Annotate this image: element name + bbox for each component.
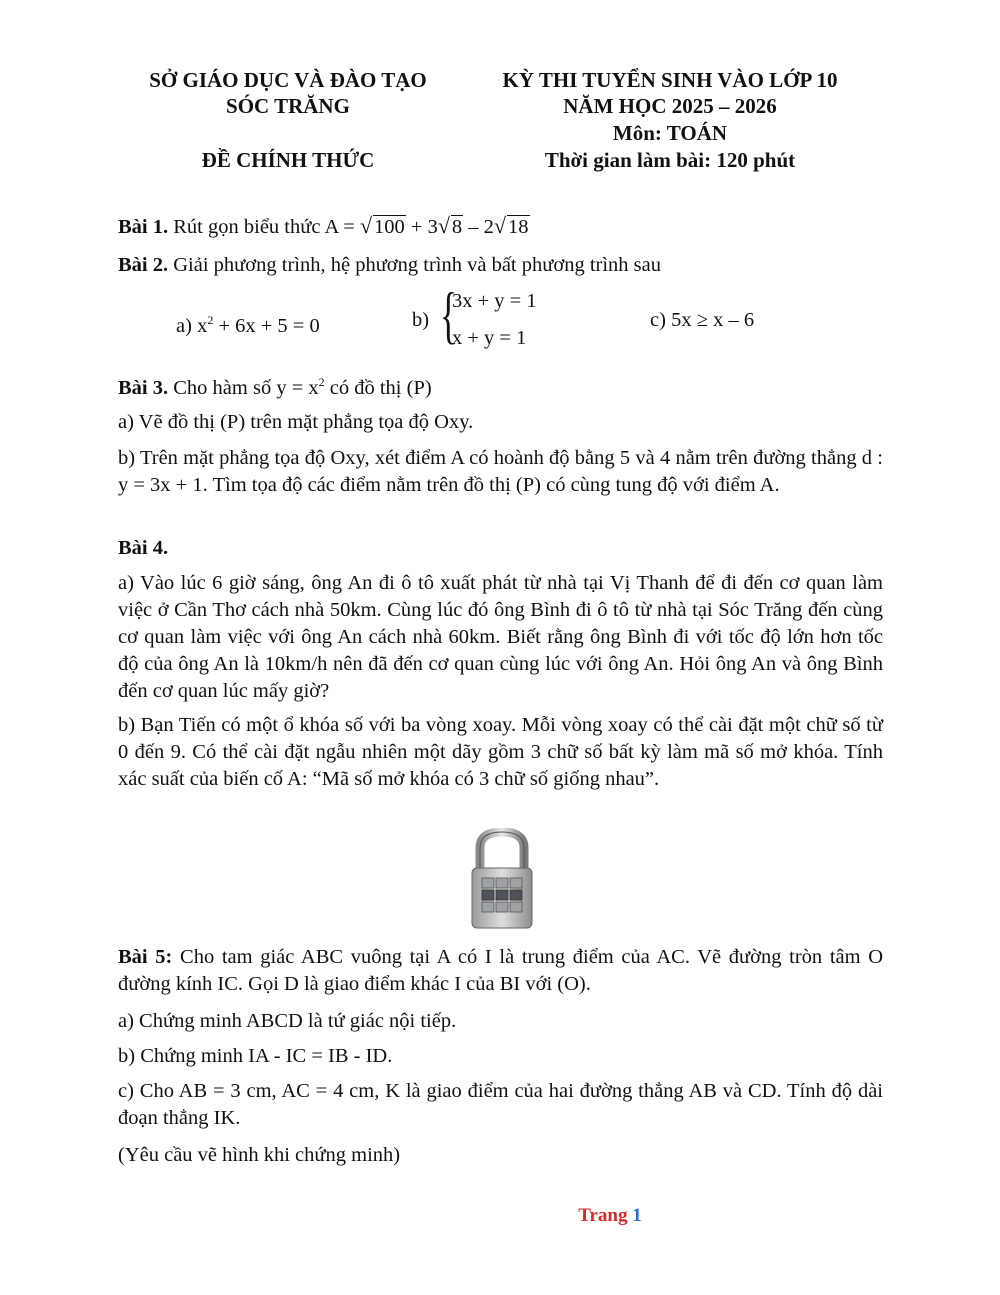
problem-3b: b) Trên mặt phẳng tọa độ Oxy, xét điểm A có hoành độ bằng 5 và 4 nằm trên đường thẳng d : y = 3x + 1. Tìm tọa độ các điểm nằm trên đồ thị (P) có cùng tung độ với điểm A. (118, 447, 883, 496)
radicand-2: 8 (451, 216, 463, 238)
page-number: 1 (632, 1205, 642, 1226)
expr-prefix: A = (324, 216, 355, 238)
problem-5-text: Cho tam giác ABC vuông tại A có I là trung điểm của AC. Vẽ đường tròn tâm O đường kính IC. Gọi D là giao điểm khác I của BI với (O). (118, 946, 884, 995)
problem-2a (176, 307, 376, 340)
exam-title: KỲ THI TUYỂN SINH VÀO LỚP 10 (502, 68, 838, 92)
radicand-1: 100 (374, 216, 405, 238)
page-word: Trang (578, 1205, 628, 1226)
combination-padlock-icon (466, 828, 538, 932)
problem-5a: a) Chứng minh ABCD là tứ giác nội tiếp. (118, 1010, 457, 1032)
problem-1 (118, 212, 883, 241)
eq-a-base: x (197, 314, 208, 337)
problem-3a: a) Vẽ đồ thị (P) trên mặt phẳng tọa độ Oxy. (118, 411, 474, 433)
problem-2-label: Bài 2. (118, 254, 169, 276)
problem-1-expression (324, 213, 529, 238)
problem-2-text: Giải phương trình, hệ phương trình và bất phương trình sau (173, 254, 661, 276)
eq-a-rest: + 6x + 5 = 0 (218, 314, 320, 337)
time-limit: Thời gian làm bài: 120 phút (544, 148, 796, 172)
province-name: SÓC TRĂNG (226, 94, 350, 118)
problem-5-label: Bài 5: (118, 946, 173, 968)
function-expression (276, 377, 324, 399)
brace-icon: { (440, 279, 457, 350)
coef-2: + 3 (410, 216, 438, 238)
system-eq-1: 3x + y = 1 (452, 290, 537, 312)
coef-3: – 2 (468, 216, 494, 238)
sqrt-icon: √ (359, 213, 373, 238)
problem-1-text: Rút gọn biểu thức (173, 216, 321, 238)
school-year: NĂM HỌC 2025 – 2026 (563, 94, 777, 118)
department-name: SỞ GIÁO DỤC VÀ ĐÀO TẠO (149, 68, 427, 92)
subject: Môn: TOÁN (612, 121, 728, 145)
drawing-requirement-note: (Yêu cầu vẽ hình khi chứng minh) (118, 1144, 401, 1166)
problem-3-text-before: Cho hàm số (173, 376, 272, 399)
problem-5c: c) Cho AB = 3 cm, AC = 4 cm, K là giao điểm của hai đường thẳng AB và CD. Tính độ dài đoạn thẳng IK. (118, 1080, 883, 1129)
problem-4-label: Bài 4. (118, 537, 169, 559)
problem-5-intro (118, 944, 883, 998)
problem-5b: b) Chứng minh IA - IC = IB - ID. (118, 1045, 393, 1067)
problem-3-text-after: có đồ thị (P) (329, 376, 432, 399)
page-footer (0, 1205, 1000, 1227)
problem-3 (118, 369, 883, 402)
eq-a-exponent: 2 (207, 313, 214, 327)
problem-2 (118, 252, 883, 279)
function-base: y = x (276, 376, 319, 399)
radicand-3: 18 (508, 216, 529, 238)
sqrt-icon: √ (437, 213, 450, 238)
problem-4b: b) Bạn Tiến có một ổ khóa số với ba vòng xoay. Mỗi vòng xoay có thể cài đặt một chữ số từ 0 đến 9. Có thể cài đặt ngẫu nhiên một dãy gồm 3 chữ số bất kỳ làm mã số mở khóa. Tính xác suất của biến cố A: “Mã số mở khóa có 3 chữ số giống nhau”. (118, 714, 883, 790)
system-eq-2: x + y = 1 (452, 327, 527, 349)
problem-1-label: Bài 1. (118, 216, 169, 238)
problem-2c (650, 307, 850, 334)
part-b-label: b) (412, 309, 430, 331)
problem-3-label: Bài 3. (118, 376, 169, 399)
part-a-label: a) (176, 314, 192, 337)
inequality-c: 5x ≥ x – 6 (671, 309, 755, 331)
official-exam-label: ĐỀ CHÍNH THỨC (201, 148, 375, 172)
equation-a (197, 315, 320, 337)
sqrt-icon: √ (493, 213, 506, 238)
function-exponent: 2 (318, 375, 325, 389)
part-c-label: c) (650, 309, 666, 331)
problem-4a: a) Vào lúc 6 giờ sáng, ông An đi ô tô xuất phát từ nhà tại Vị Thanh để đi đến cơ quan làm việc ở Cần Thơ cách nhà 50km. Cùng lúc đó ông Bình đi ô tô từ nhà tại Sóc Trăng đến cùng cơ quan làm việc với ông An cách nhà 60km. Biết rằng ông Bình đi với tốc độ lớn hơn tốc độ của ông An là 10km/h nên đã đến cơ quan cùng lúc với ông An. Hỏi ông An và ông Bình đến cơ quan lúc mấy giờ? (118, 572, 883, 702)
